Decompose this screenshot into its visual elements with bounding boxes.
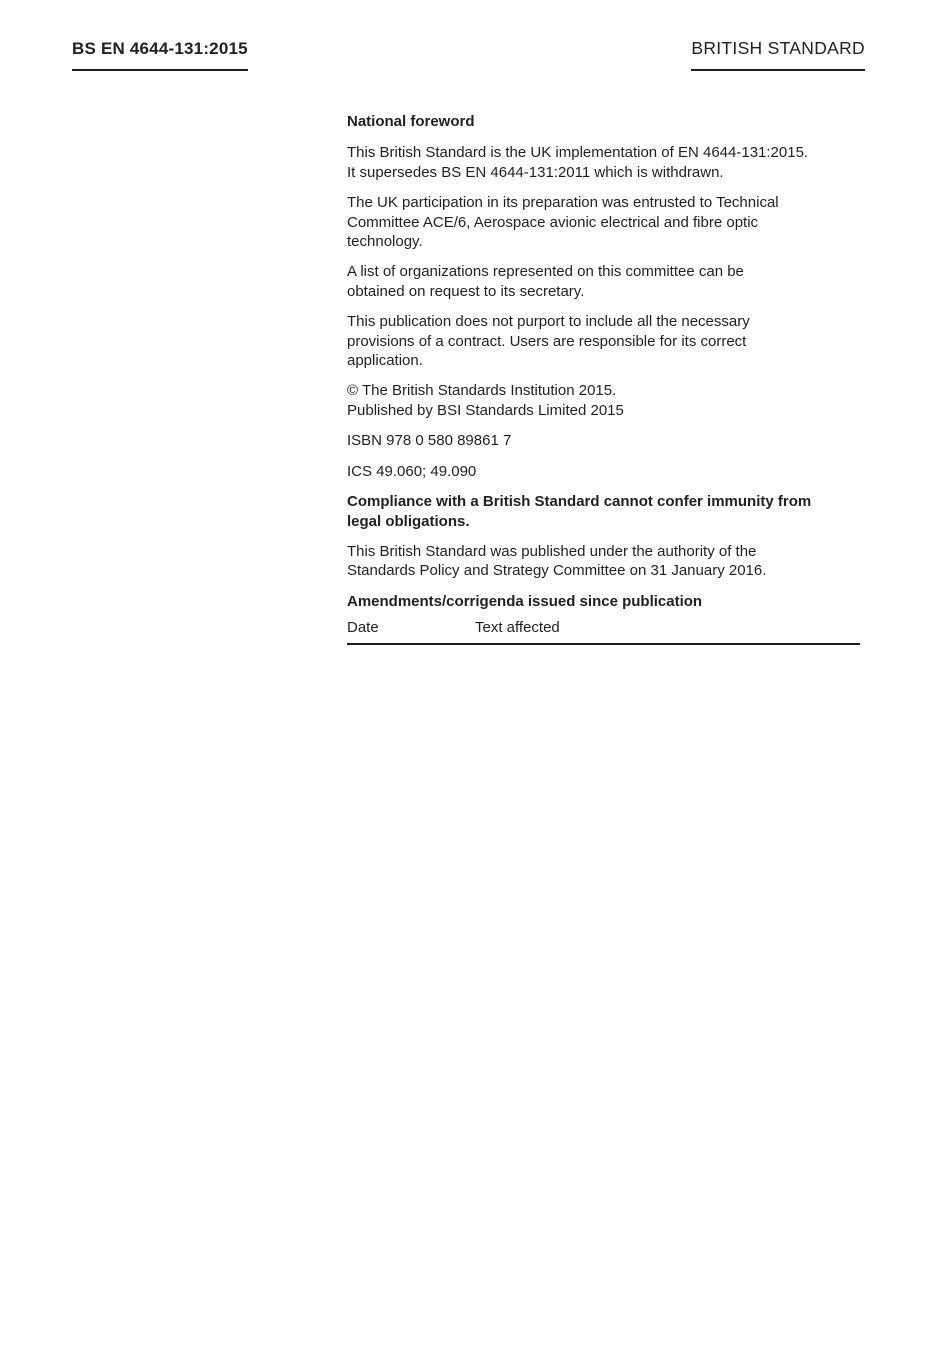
paragraph-organizations: A list of organizations represented on this committee can be obtained on request to its secretary. [347,263,744,300]
page-header [72,38,865,71]
amendments-heading: Amendments/corrigenda issued since publication [347,592,703,610]
amendments-table-rule [347,643,860,645]
amendments-col-date: Date [347,619,379,637]
amendments-table-header [347,618,863,637]
paragraph-copyright: © The British Standards Institution 2015. Published by BSI Standards Limited 2015 [347,382,624,419]
amendments-col-text-affected: Text affected [475,619,560,637]
national-foreword-heading: National foreword [347,113,475,130]
paragraph-publication: This publication does not purport to include all the necessary provisions of a contract. Users are responsible for its correct application. [347,313,750,370]
foreword-content [347,112,863,645]
standard-number-title: BS EN 4644-131:2015 [72,39,248,71]
paragraph-authority: This British Standard was published under the authority of the Standards Policy and Strategy Committee on 31 January 2016. [347,542,767,580]
paragraph-participation: The UK participation in its preparation was entrusted to Technical Committee ACE/6, Aerospace avionic electrical and fibre optic technology. [347,194,779,251]
compliance-note: Compliance with a British Standard cannot confer immunity from legal obligations. [347,493,812,530]
paragraph-implementation: This British Standard is the UK implementation of EN 4644-131:2015. It supersedes BS EN 4644-131:2011 which is withdrawn. [347,144,809,181]
ics-line: ICS 49.060; 49.090 [347,462,477,480]
isbn-line: ISBN 978 0 580 89861 7 [347,432,512,450]
british-standard-title: BRITISH STANDARD [691,38,865,71]
